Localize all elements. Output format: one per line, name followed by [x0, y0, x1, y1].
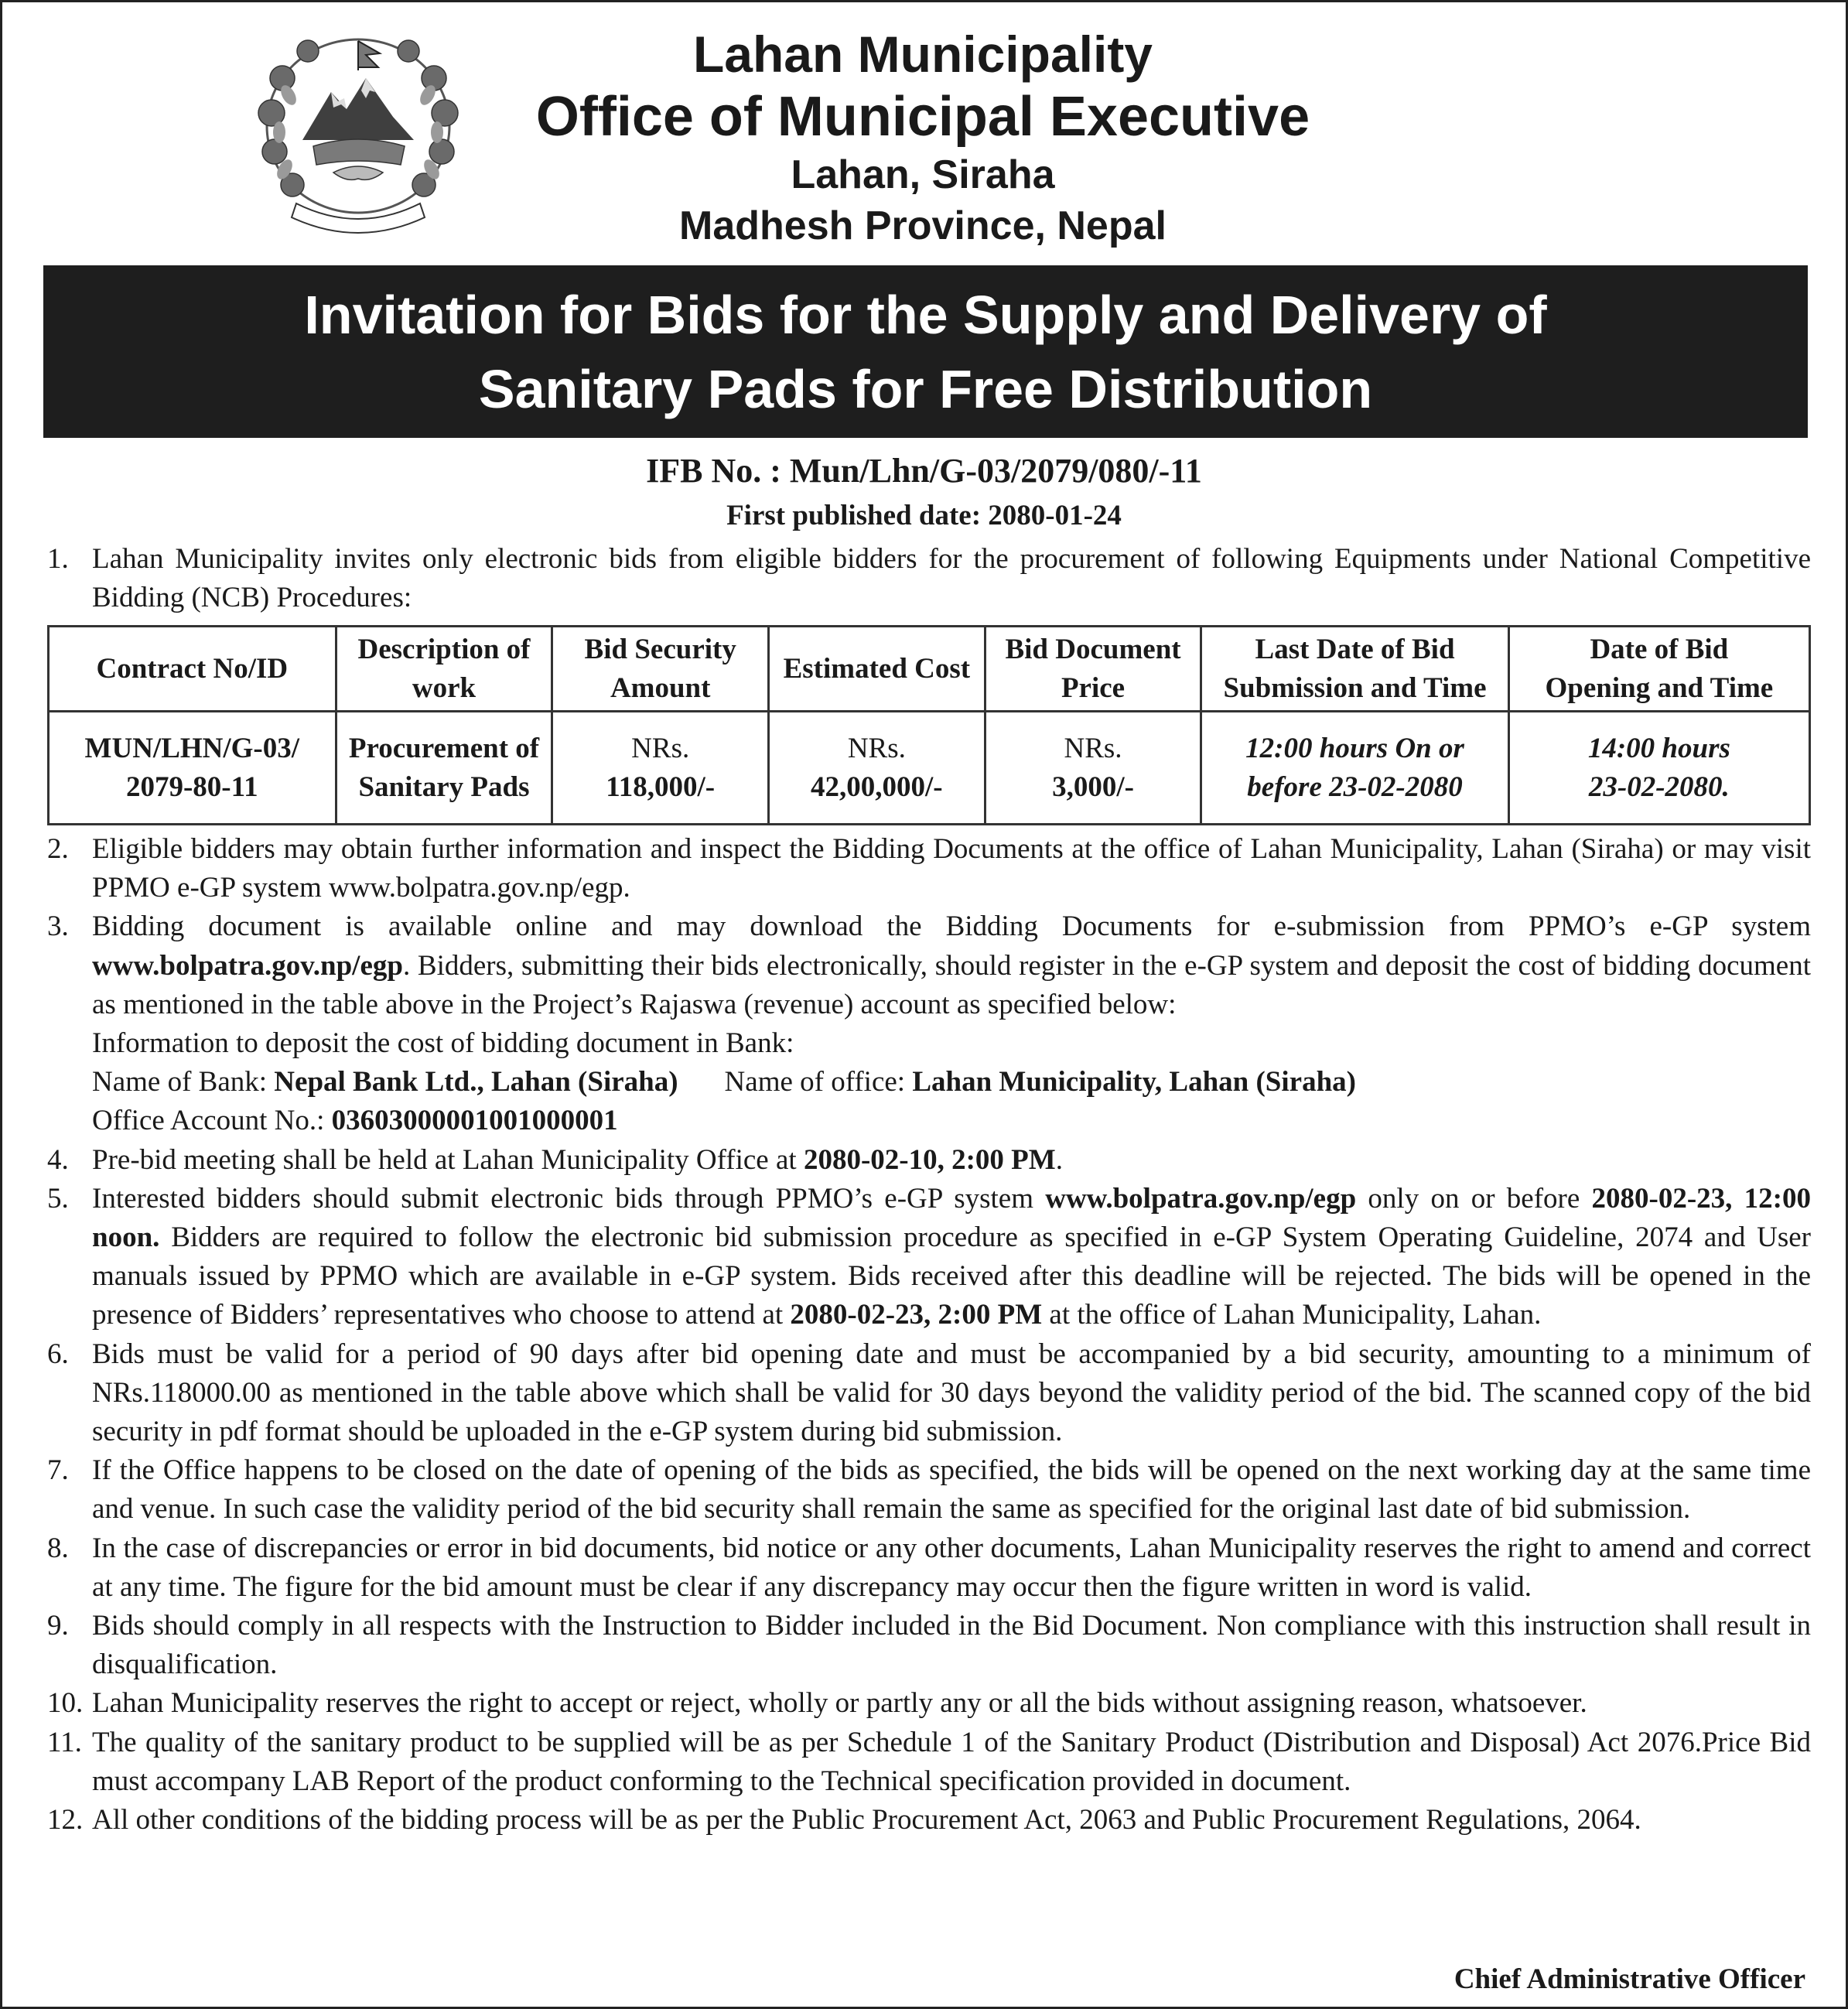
col-header-document-price: Bid Document Price	[985, 627, 1201, 712]
cell-opening-date: 14:00 hours 23-02-2080.	[1508, 712, 1809, 825]
clause-number: 3.	[47, 911, 69, 943]
clause-number: 8.	[47, 1532, 69, 1564]
clause-12	[47, 1801, 1811, 1840]
bid-details-table	[47, 625, 1811, 825]
clause-number: 4.	[47, 1143, 69, 1176]
clause-text: Pre-bid meeting shall be held at Lahan Municipality Office at 2080-02-10, 2:00 PM.	[92, 1143, 1063, 1176]
clause-1	[47, 540, 1811, 617]
clause-number: 11.	[47, 1726, 82, 1758]
clause-text: In the case of discrepancies or error in bid documents, bid notice or any other documents, Lahan Municipality reserves the right to amend and correct at any time. The figure for the bid amount must be clear if any discrepancy may occur then the figure written in word is valid.	[92, 1532, 1811, 1603]
clause-number: 9.	[47, 1610, 69, 1642]
header-block	[436, 24, 1410, 251]
cell-bid-security: NRs. 118,000/-	[552, 712, 769, 825]
ifb-number: IFB No. : Mun/Lhn/G-03/2079/080/-11	[646, 452, 1202, 490]
account-number: 03603000001001000001	[331, 1105, 618, 1137]
clause-number: 7.	[47, 1454, 69, 1487]
notice-title-line2: Sanitary Pads for Free Distribution	[478, 358, 1373, 419]
clause-text: All other conditions of the bidding process will be as per the Public Procurement Act, 2063 and Public Procurement Regulations, 2064.	[92, 1804, 1641, 1836]
clause-5	[47, 1180, 1811, 1335]
col-header-contract: Contract No/ID	[49, 627, 336, 712]
col-header-description: Description of work	[336, 627, 552, 712]
clause-text: Bids must be valid for a period of 90 days after bid opening date and must be accompanied by a bid security, amounting to a minimum of NRs.118000.00 as mentioned in the table above which shall be valid for 30 days beyond the validity period of the bid. The scanned copy of the bid security in pdf format should be uploaded in the e-GP system during bid submission.	[92, 1338, 1811, 1448]
cell-submission-date: 12:00 hours On or before 23-02-2080	[1201, 712, 1508, 825]
first-published-date: First published date: 2080-01-24	[726, 500, 1122, 531]
table-row	[49, 712, 1810, 825]
clause-number: 6.	[47, 1338, 69, 1370]
clause-text: Lahan Municipality invites only electronic bids from eligible bidders for the procurement of following Equipments under National Competitive Bidding (NCB) Procedures:	[92, 543, 1811, 613]
account-details: Office Account No.: 03603000001001000001	[92, 1105, 618, 1137]
clause-4	[47, 1141, 1811, 1180]
clause-3	[47, 907, 1811, 1140]
office-name: Office of Municipal Executive	[535, 86, 1310, 148]
clause-number: 10.	[47, 1687, 84, 1720]
org-name: Lahan Municipality	[692, 26, 1153, 83]
clause-6	[47, 1335, 1811, 1452]
deposit-intro: Information to deposit the cost of bidding document in Bank:	[92, 1027, 794, 1060]
clause-7	[47, 1451, 1811, 1529]
office-location: Lahan, Siraha	[791, 152, 1055, 197]
col-header-bid-security: Bid Security Amount	[552, 627, 769, 712]
bank-name: Nepal Bank Ltd., Lahan (Siraha)	[274, 1066, 678, 1098]
clause-9	[47, 1607, 1811, 1684]
clause-number: 2.	[47, 833, 69, 865]
clause-8	[47, 1529, 1811, 1607]
table-header-row	[49, 627, 1810, 712]
clause-number: 1.	[47, 543, 69, 575]
cell-description: Procurement of Sanitary Pads	[336, 712, 552, 825]
clause-list	[47, 830, 1811, 1840]
bank-details: Name of Bank: Nepal Bank Ltd., Lahan (Siraha) Name of office: Lahan Municipality, Lahan (Siraha)	[92, 1066, 1356, 1098]
clause-text: Bidding document is available online and may download the Bidding Documents for e-submission from PPMO’s e-GP system www.bolpatra.gov.np/egp. Bidders, submitting their bids electronically, should register in the e-GP system and deposit the cost of bidding document as mentioned in the table above in the Project’s Rajaswa (revenue) account as specified below: Information to deposit the cost of bidding document in Bank: Name of Bank: Nepal Bank Ltd., Lahan (Siraha) Name of office: Lahan Municipality, Lahan (Siraha) Office Account No.: 03603000001001000001	[92, 907, 1811, 1140]
clause-11	[47, 1724, 1811, 1801]
cell-estimated-cost: NRs. 42,00,000/-	[769, 712, 985, 825]
col-header-estimated-cost: Estimated Cost	[769, 627, 985, 712]
col-header-opening-date: Date of Bid Opening and Time	[1508, 627, 1809, 712]
col-header-submission-date: Last Date of Bid Submission and Time	[1201, 627, 1508, 712]
notice-title-banner	[43, 265, 1808, 438]
clause-text: If the Office happens to be closed on the date of opening of the bids as specified, the bids will be opened on the next working day at the same time and venue. In such case the validity period of the bid security shall remain the same as specified for the original last date of bid submission.	[92, 1454, 1811, 1526]
office-name-value: Lahan Municipality, Lahan (Siraha)	[912, 1066, 1356, 1098]
notice-title-line1: Invitation for Bids for the Supply and Delivery of	[304, 284, 1547, 345]
signatory-title: Chief Administrative Officer	[1453, 1963, 1805, 1995]
egp-url: www.bolpatra.gov.np/egp	[92, 949, 403, 982]
clause-text: Interested bidders should submit electronic bids through PPMO’s e-GP system www.bolpatra.gov.np/egp only on or before 2080-02-23, 12:00 noon. Bidders are required to follow the electronic bid submission procedure as specified in e-GP System Operating Guideline, 2074 and User manuals issued by PPMO which are available in e-GP system. Bids received after this deadline will be rejected. The bids will be opened in the presence of Bidders’ representatives who choose to attend at 2080-02-23, 2:00 PM at the office of Lahan Municipality, Lahan.	[92, 1182, 1811, 1331]
clause-number: 5.	[47, 1182, 69, 1215]
clause-text: The quality of the sanitary product to be supplied will be as per Schedule 1 of the Sanitary Product (Distribution and Disposal) Act 2076.Price Bid must accompany LAB Report of the product conforming to the Technical specification provided in document.	[92, 1726, 1811, 1797]
clause-number: 12.	[47, 1804, 84, 1836]
cell-contract-no: MUN/LHN/G-03/ 2079-80-11	[49, 712, 336, 825]
clause-text: Lahan Municipality reserves the right to accept or reject, wholly or partly any or all the bids without assigning reason, whatsoever.	[92, 1687, 1587, 1720]
cell-document-price: NRs. 3,000/-	[985, 712, 1201, 825]
office-province: Madhesh Province, Nepal	[679, 203, 1167, 248]
clause-10	[47, 1684, 1811, 1723]
clause-text: Eligible bidders may obtain further information and inspect the Bidding Documents at the office of Lahan Municipality, Lahan (Siraha) or may visit PPMO e-GP system www.bolpatra.gov.np/egp.	[92, 833, 1811, 904]
clause-text: Bids should comply in all respects with the Instruction to Bidder included in the Bid Document. Non compliance with this instruction shall result in disqualification.	[92, 1610, 1811, 1681]
clause-2	[47, 830, 1811, 907]
